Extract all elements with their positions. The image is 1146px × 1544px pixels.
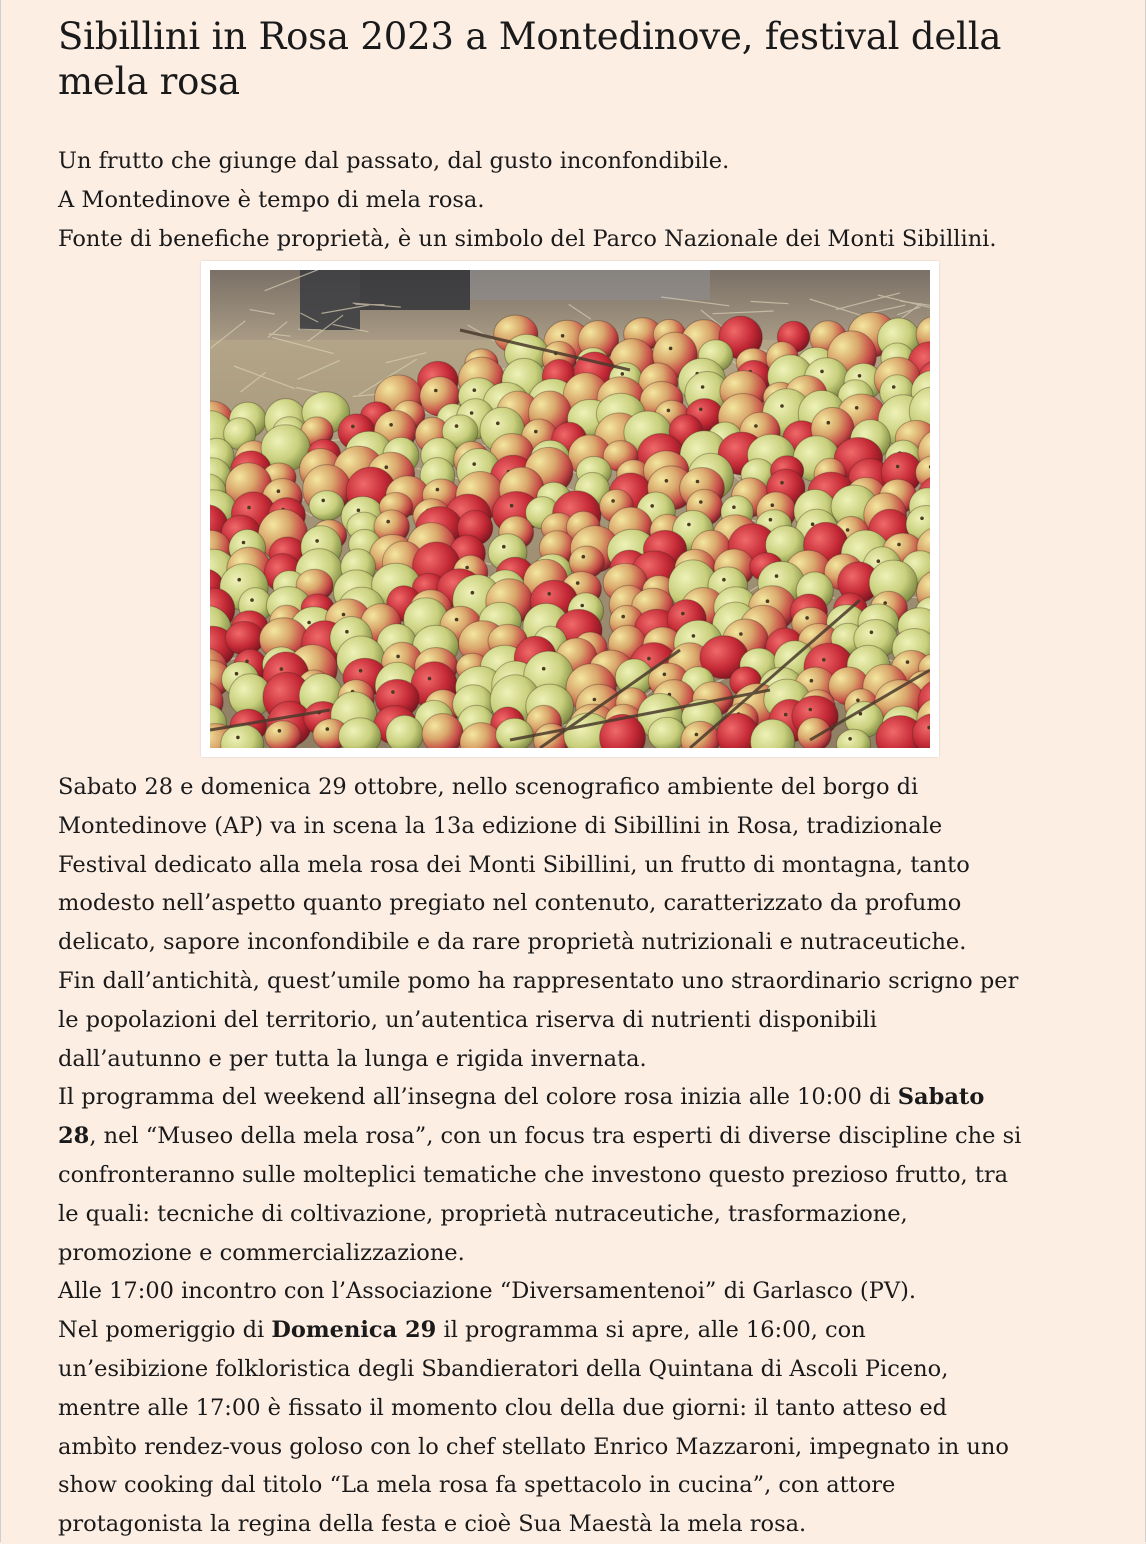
apple-stem	[510, 504, 514, 508]
apple-stem	[455, 424, 459, 428]
apple-stem	[396, 655, 400, 659]
body-line: Sabato 28 e domenica 29 ottobre, nello scenografico ambiente del borgo di	[58, 768, 1118, 807]
body-line: le popolazioni del territorio, un’autentica riserva di nutrienti disponibili	[58, 1001, 1118, 1040]
apple-stem	[877, 559, 881, 563]
apple-stem	[611, 499, 615, 503]
apple-stem	[345, 630, 349, 634]
apple-stem	[357, 509, 361, 513]
body-line: un’esibizione folkloristica degli Sbandieratori della Quintana di Ascoli Piceno,	[58, 1350, 1118, 1389]
apple-stem	[465, 566, 469, 570]
apple-stem	[236, 736, 240, 740]
body-bold-span: Sabato	[898, 1084, 985, 1110]
apple-stem	[855, 406, 859, 410]
apple-stem	[647, 657, 651, 661]
apple-stem	[906, 660, 910, 664]
apple-stem	[822, 658, 826, 662]
apple-stem	[663, 673, 667, 677]
apple-stem	[732, 505, 736, 509]
body-line: show cooking dal titolo “La mela rosa fa spettacolo in cucina”, con attore	[58, 1466, 1118, 1505]
body-line: confronteranno sulle molteplici tematiche che investono questo prezioso frutto, tra	[58, 1156, 1118, 1195]
apple-stem	[315, 539, 319, 543]
apple-stem	[502, 545, 506, 549]
apple-stem	[920, 517, 924, 521]
article-title: Sibillini in Rosa 2023 a Montedinove, festival della mela rosa	[58, 14, 1098, 104]
apple-stem	[321, 499, 325, 503]
apple-stem	[870, 631, 874, 635]
body-bold-span: 28	[58, 1123, 89, 1149]
apple-stem	[391, 690, 395, 694]
apple-stem	[436, 488, 440, 492]
apple-stem	[892, 385, 896, 389]
apple-stem	[326, 727, 330, 731]
article-photo	[201, 261, 939, 757]
apple	[496, 718, 534, 748]
apple-stem	[547, 592, 551, 596]
apple-stem	[593, 698, 597, 702]
crate-metal	[470, 270, 710, 300]
apple-stem	[805, 616, 809, 620]
body-text-span: il programma si apre, alle 16:00, con	[436, 1317, 865, 1343]
apple-stem	[897, 543, 901, 547]
apple-stem	[428, 677, 432, 681]
apple-stem	[848, 737, 852, 741]
straw-strand	[298, 329, 322, 330]
body-line	[58, 1117, 1118, 1156]
apple-stem	[277, 489, 281, 493]
apple-stem	[278, 729, 282, 733]
apples-photo-image	[210, 270, 930, 748]
apple	[798, 718, 832, 748]
body-text-span: Nel pomeriggio di	[58, 1317, 271, 1343]
apple	[265, 721, 301, 748]
apple-stem	[250, 598, 254, 602]
apple-stem	[699, 408, 703, 412]
body-line	[58, 1311, 1118, 1350]
apple-stem	[754, 424, 758, 428]
intro-line: Un frutto che giunge dal passato, dal gusto inconfondibile.	[58, 142, 1118, 181]
apple-stem	[701, 385, 705, 389]
body-text-span: Il programma del weekend all’insegna del colore rosa inizia alle 10:00 di	[58, 1084, 898, 1110]
apple-stem	[582, 555, 586, 559]
apple-stem	[470, 411, 474, 415]
apple-stem	[896, 465, 900, 469]
apple-stem	[766, 599, 770, 603]
body-text-span: , nel “Museo della mela rosa”, con un focus tra esperti di diverse discipline che si	[89, 1123, 1021, 1149]
apple-stem	[775, 574, 779, 578]
apple-stem	[858, 374, 862, 378]
body-line: dall’autunno e per tutta la lunga e rigida invernata.	[58, 1040, 1118, 1079]
intro-line: A Montedinove è tempo di mela rosa.	[58, 181, 1118, 220]
apple-stem	[580, 604, 584, 608]
body-line	[58, 1078, 1118, 1117]
apple-stem	[722, 578, 726, 582]
apple-stem	[856, 699, 860, 703]
apple-stem	[621, 615, 625, 619]
apple-stem	[385, 465, 389, 469]
apple-stem	[699, 500, 703, 504]
apple-stem	[351, 425, 355, 429]
apple	[309, 491, 344, 521]
intro-line: Fonte di benefiche proprietà, è un simbolo del Parco Nazionale dei Monti Sibillini.	[58, 220, 1118, 259]
apple-stem	[739, 632, 743, 636]
apple-stem	[389, 423, 393, 427]
apple-stem	[471, 591, 475, 595]
body-line: mentre alle 17:00 è fissato il momento clou della due giorni: il tanto atteso ed	[58, 1389, 1118, 1428]
apple-stem	[455, 618, 459, 622]
body-bold-span: Domenica 29	[271, 1317, 436, 1343]
apple-stem	[667, 409, 671, 413]
apple-stem	[665, 479, 669, 483]
apple-stem	[810, 679, 814, 683]
apple-stem	[473, 388, 477, 392]
apple-stem	[542, 667, 546, 671]
apple-stem	[386, 520, 390, 524]
apple-stem	[771, 503, 775, 507]
body-line: promozione e commercializzazione.	[58, 1234, 1118, 1273]
apple-stem	[621, 372, 625, 376]
apple-stem	[237, 578, 241, 582]
body-line: modesto nell’aspetto quanto pregiato nel contenuto, caratterizzato da profumo	[58, 884, 1118, 923]
apple	[422, 714, 463, 749]
body-line: Festival dedicato alla mela rosa dei Monti Sibillini, un frutto di montagna, tanto	[58, 846, 1118, 885]
apple-stem	[784, 713, 788, 717]
apple-stem	[692, 634, 696, 638]
apple-stem	[235, 672, 239, 676]
apple	[648, 717, 686, 748]
apple-stem	[496, 422, 500, 426]
apple-stem	[695, 733, 699, 737]
body-line: protagonista la regina della festa e cioè Sua Maestà la mela rosa.	[58, 1505, 1118, 1544]
apple-stem	[769, 518, 773, 522]
apple-stem	[650, 504, 654, 508]
apple-stem	[307, 621, 311, 625]
apple-stem	[820, 370, 824, 374]
apple	[386, 715, 423, 748]
apple-stem	[434, 389, 438, 393]
apple-stem	[534, 430, 538, 434]
apple-stem	[696, 480, 700, 484]
body-line: Alle 17:00 incontro con l’Associazione “Diversamentenoi” di Garlasco (PV).	[58, 1272, 1118, 1311]
apple-stem	[561, 334, 565, 338]
apple-stem	[687, 523, 691, 527]
apple-stem	[242, 541, 246, 545]
body-line: ambìto rendez-vous goloso con lo chef stellato Enrico Mazzaroni, impegnato in uno	[58, 1428, 1118, 1467]
apple-stem	[247, 506, 251, 510]
body-line: Montedinove (AP) va in scena la 13a edizione di Sibillini in Rosa, tradizionale	[58, 807, 1118, 846]
article-body	[58, 768, 1118, 1544]
body-line: Fin dall’antichità, quest’umile pomo ha rappresentato uno straordinario scrigno per	[58, 962, 1118, 1001]
apple-stem	[827, 421, 831, 425]
apple-stem	[359, 669, 363, 673]
apple-stem	[846, 528, 850, 532]
apple-stem	[576, 581, 580, 585]
article-intro	[58, 142, 1118, 259]
apple-stem	[280, 667, 284, 671]
apple-stem	[342, 613, 346, 617]
body-line: delicato, sapore inconfondibile e da rare proprietà nutrizionali e nutraceutiche.	[58, 923, 1118, 962]
body-line: le quali: tecniche di coltivazione, proprietà nutraceutiche, trasformazione,	[58, 1195, 1118, 1234]
apple-stem	[472, 462, 476, 466]
apple-stem	[681, 612, 685, 616]
apple-stem	[809, 708, 813, 712]
apple-stem	[780, 481, 784, 485]
apple-stem	[780, 404, 784, 408]
apple-stem	[669, 347, 673, 351]
crate-shadow	[300, 270, 360, 330]
